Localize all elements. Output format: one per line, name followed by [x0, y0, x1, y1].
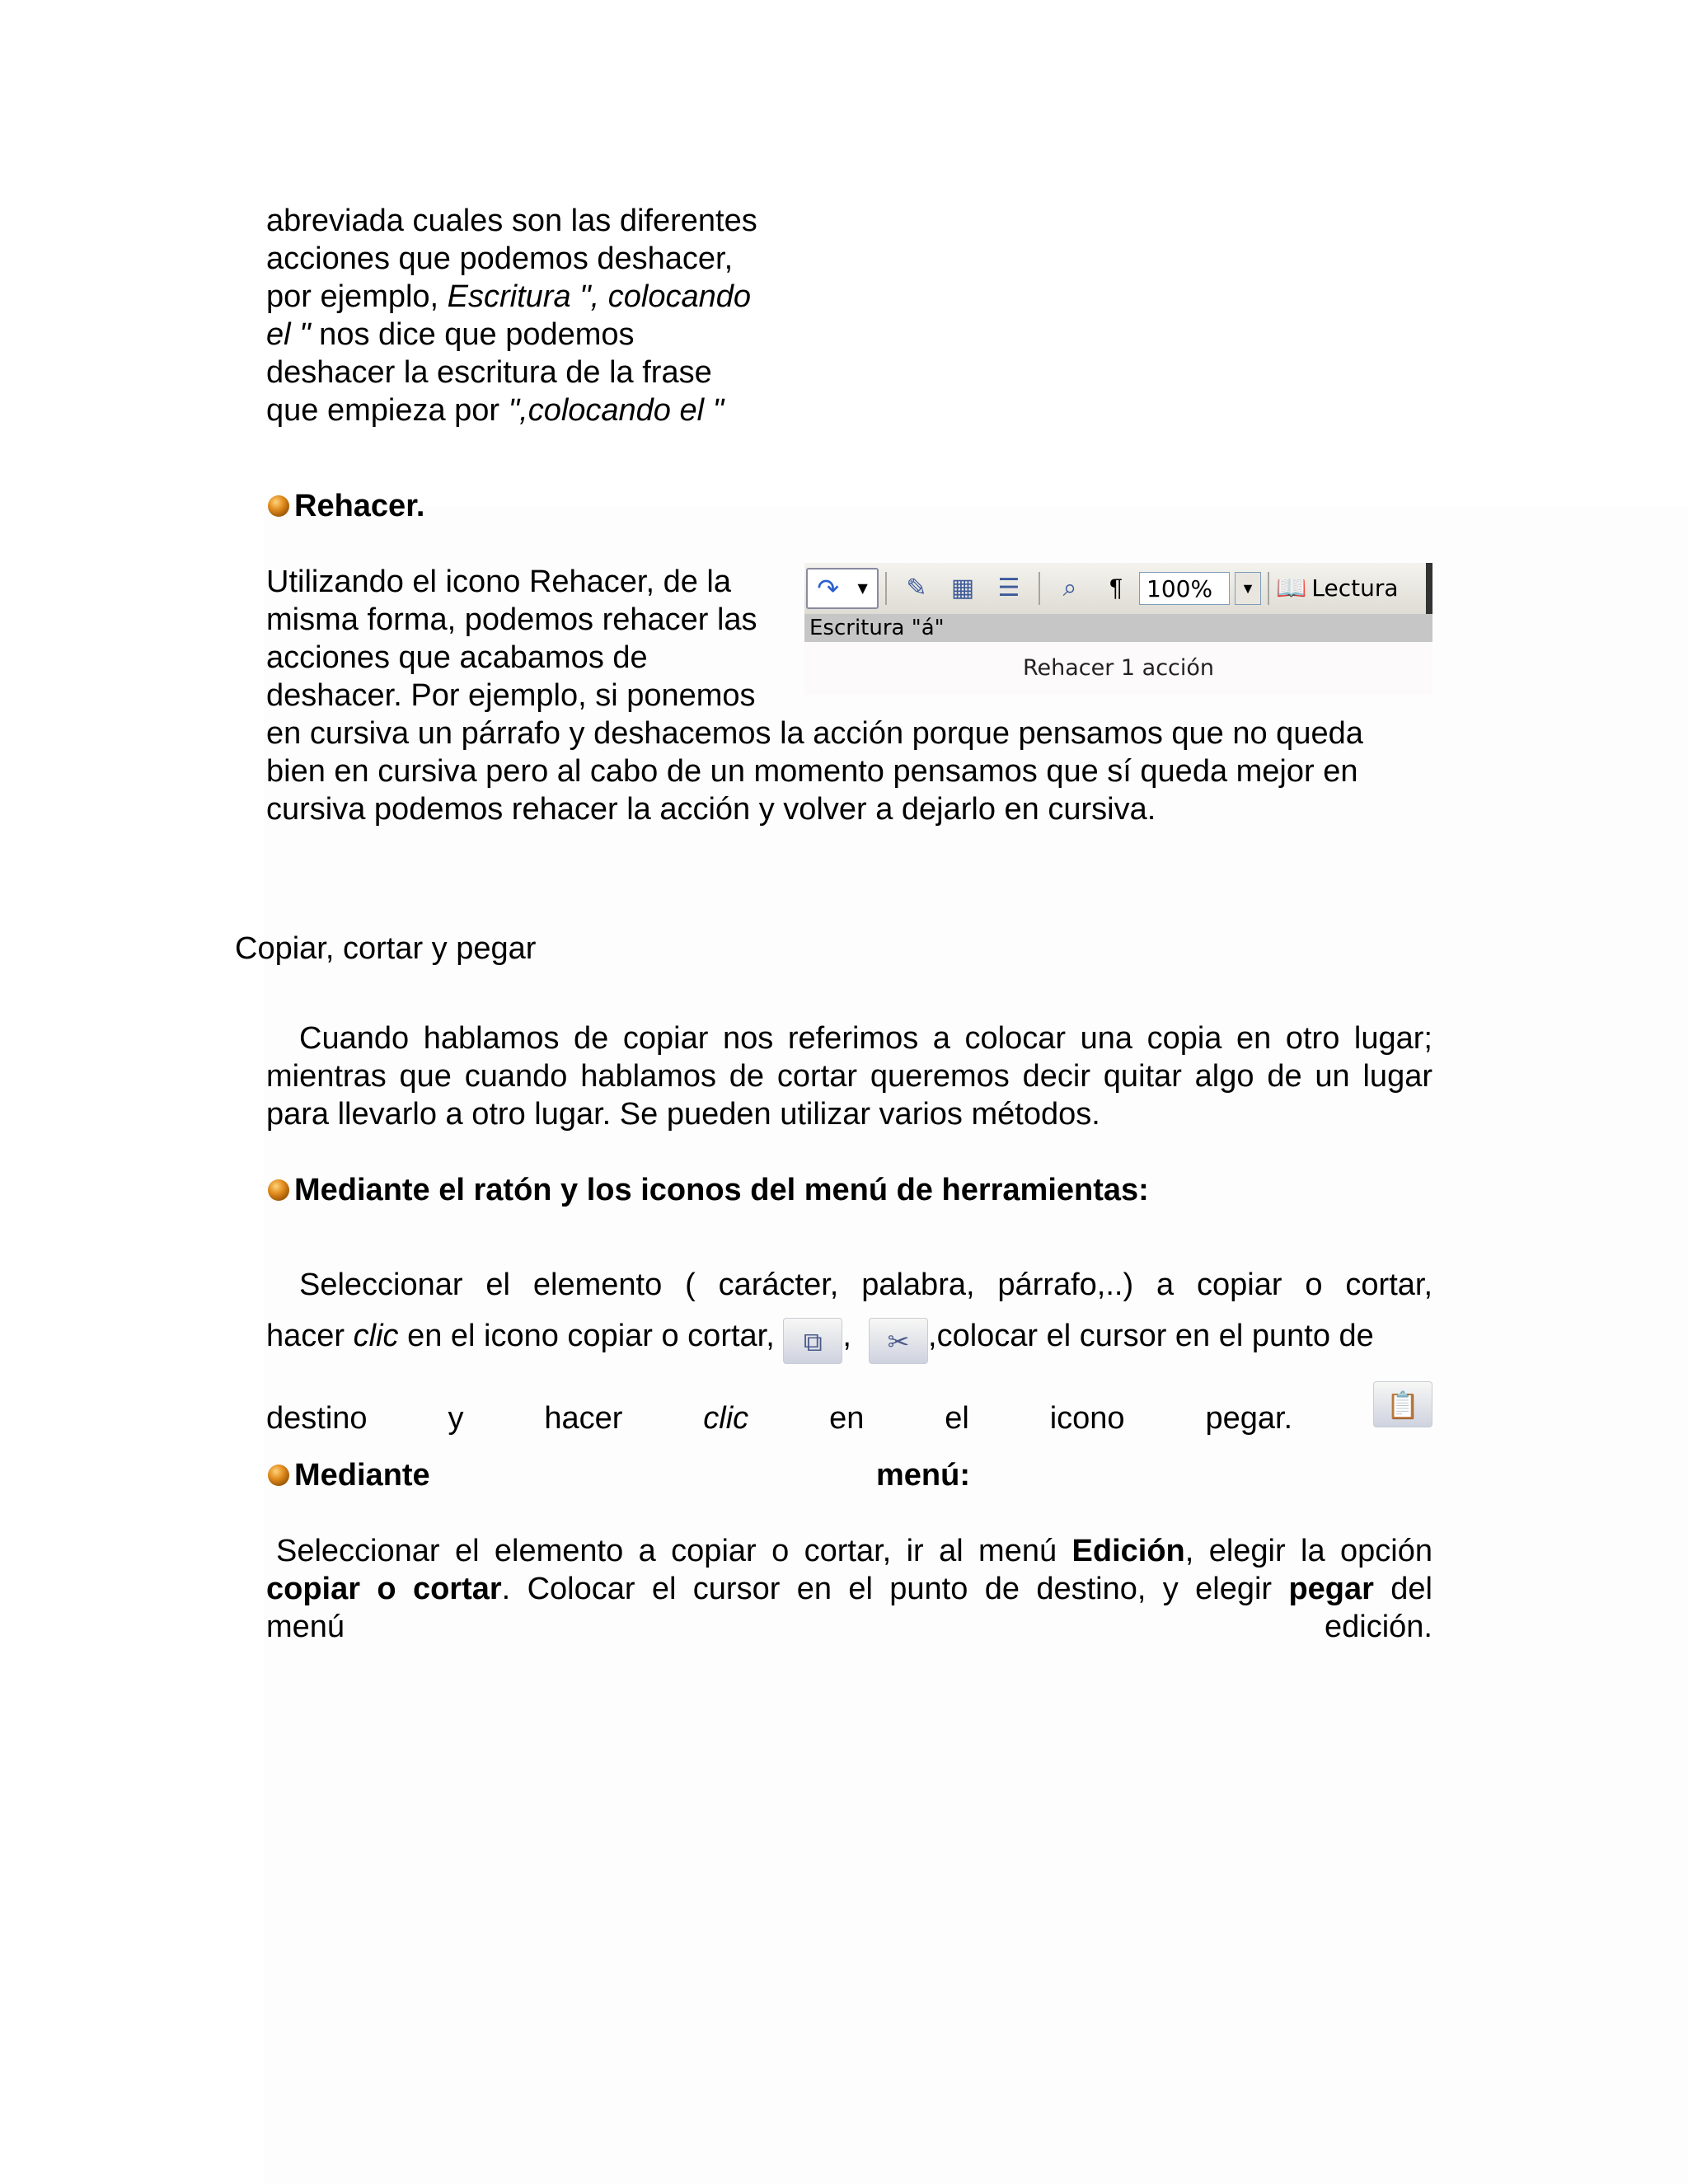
separator [1039, 572, 1040, 605]
lectura-button[interactable] [1276, 569, 1398, 607]
toolbar [804, 563, 1432, 615]
bullet-icon [268, 1465, 289, 1486]
chevron-down-icon: ▼ [857, 580, 868, 596]
section-heading: Copiar, cortar y pegar [235, 931, 537, 966]
paragraph-line [266, 1608, 1432, 1646]
text: , [842, 1319, 851, 1353]
columns-icon[interactable]: ☰ [997, 574, 1020, 602]
text: nos dice que podemos [310, 317, 635, 352]
italic-word: clic [703, 1401, 749, 1436]
redo-list-item[interactable]: Escritura "á" [804, 614, 1432, 642]
text: en el icono copiar o cortar, [398, 1319, 784, 1353]
pilcrow-icon[interactable]: ¶ [1109, 574, 1123, 602]
toolbar-screenshot [804, 563, 1432, 695]
paragraph-text: Seleccionar el elemento ( carácter, palabra, párrafo,..) a copiar o cortar, [299, 1268, 1432, 1302]
word: pegar. [1205, 1401, 1293, 1436]
heading-text: Mediante [294, 1458, 430, 1493]
redo-status: Rehacer 1 acción [804, 642, 1432, 695]
text: menú [266, 1610, 345, 1644]
paragraph-line: cursiva podemos rehacer la acción y volver a dejarlo en cursiva. [266, 792, 1156, 827]
table-icon[interactable]: ▦ [950, 574, 975, 602]
italic-text: clic [353, 1319, 399, 1353]
bold-text: pegar [1288, 1572, 1374, 1606]
paragraph-line: Utilizando el icono Rehacer, de la [266, 565, 732, 599]
intro-line: acciones que podemos deshacer, [266, 241, 734, 276]
intro-line [266, 316, 843, 354]
bold-text: Edición [1071, 1534, 1185, 1568]
text: , elegir la opción [1184, 1534, 1432, 1568]
menu-heading [268, 1456, 430, 1494]
paragraph-line: bien en cursiva pero al cabo de un momento pensamos que sí queda mejor en [266, 754, 1358, 789]
book-icon: 📖 [1276, 574, 1307, 602]
raton-line-2 [266, 1317, 1437, 1364]
rehacer-heading [268, 487, 424, 525]
paragraph-line: acciones que acabamos de [266, 640, 648, 675]
redo-button[interactable] [806, 568, 879, 609]
heading-text: Rehacer. [294, 489, 425, 523]
separator [1268, 572, 1269, 605]
menu-paragraph [266, 1532, 1432, 1646]
intro-line: deshacer la escritura de la frase [266, 355, 712, 390]
raton-heading [268, 1171, 1149, 1209]
word: icono [1049, 1401, 1125, 1436]
lectura-label: Lectura [1311, 574, 1399, 602]
raton-line-1 [299, 1266, 1432, 1304]
paragraph-text: Cuando hablamos de copiar nos referimos a colocar una copia en otro lugar; mientras que cuando hablamos de cortar queremos decir quitar algo de un lugar para llevarlo a otro lugar. Se pueden utilizar varios métodos. [266, 1021, 1432, 1132]
scissors-icon[interactable]: ✂ [869, 1318, 928, 1364]
word: en [829, 1401, 865, 1436]
text: Seleccionar el elemento a copiar o cortar, ir al menú [276, 1534, 1072, 1568]
zoom-doc-icon[interactable]: ⌕ [1062, 574, 1077, 602]
copy-icon[interactable]: ⧉ [783, 1318, 842, 1364]
redo-icon: ↷ [817, 573, 840, 604]
text: del [1373, 1572, 1432, 1606]
chevron-down-icon[interactable]: ▼ [1235, 572, 1261, 605]
zoom-input[interactable]: 100% [1139, 572, 1230, 605]
heading-text: Mediante el ratón y los iconos del menú de herramientas: [294, 1173, 1149, 1207]
text: . Colocar el cursor en el punto de destino, y elegir [501, 1572, 1289, 1606]
paste-icon[interactable]: 📋 [1373, 1381, 1432, 1427]
bullet-icon [268, 495, 289, 517]
intro-line: abreviada cuales son las diferentes [266, 204, 757, 238]
text: por ejemplo, [266, 279, 448, 314]
paragraph-line [266, 1532, 1432, 1570]
word: el [945, 1401, 969, 1436]
word: y [448, 1401, 464, 1436]
intro-line [266, 278, 843, 316]
paragraph-line: deshacer. Por ejemplo, si ponemos [266, 678, 756, 713]
paragraph-line [266, 1570, 1432, 1608]
word: hacer [544, 1401, 623, 1436]
text: ,colocar el cursor en el punto de [928, 1319, 1374, 1353]
text: que empieza por [266, 393, 509, 428]
intro-paragraph [266, 202, 843, 429]
drawing-icon[interactable]: ✎ [906, 574, 927, 602]
text: hacer [266, 1319, 354, 1353]
bullet-icon [268, 1179, 289, 1201]
italic-text: ",colocando el " [508, 393, 724, 428]
text: edición. [1325, 1610, 1432, 1644]
bold-text: copiar o cortar [266, 1572, 502, 1606]
separator [885, 572, 887, 605]
toolbar-edge [1426, 563, 1432, 614]
italic-text: Escritura ", colocando [447, 279, 752, 314]
intro-line [266, 391, 843, 429]
raton-line-3 [266, 1381, 1432, 1437]
menu-heading-right: menú: [876, 1458, 970, 1493]
word: destino [266, 1401, 368, 1436]
paragraph-line: misma forma, podemos rehacer las [266, 602, 757, 637]
copiar-paragraph [266, 1019, 1432, 1133]
paragraph-line: en cursiva un párrafo y deshacemos la acción porque pensamos que no queda [266, 716, 1363, 751]
italic-text: el " [266, 317, 311, 352]
